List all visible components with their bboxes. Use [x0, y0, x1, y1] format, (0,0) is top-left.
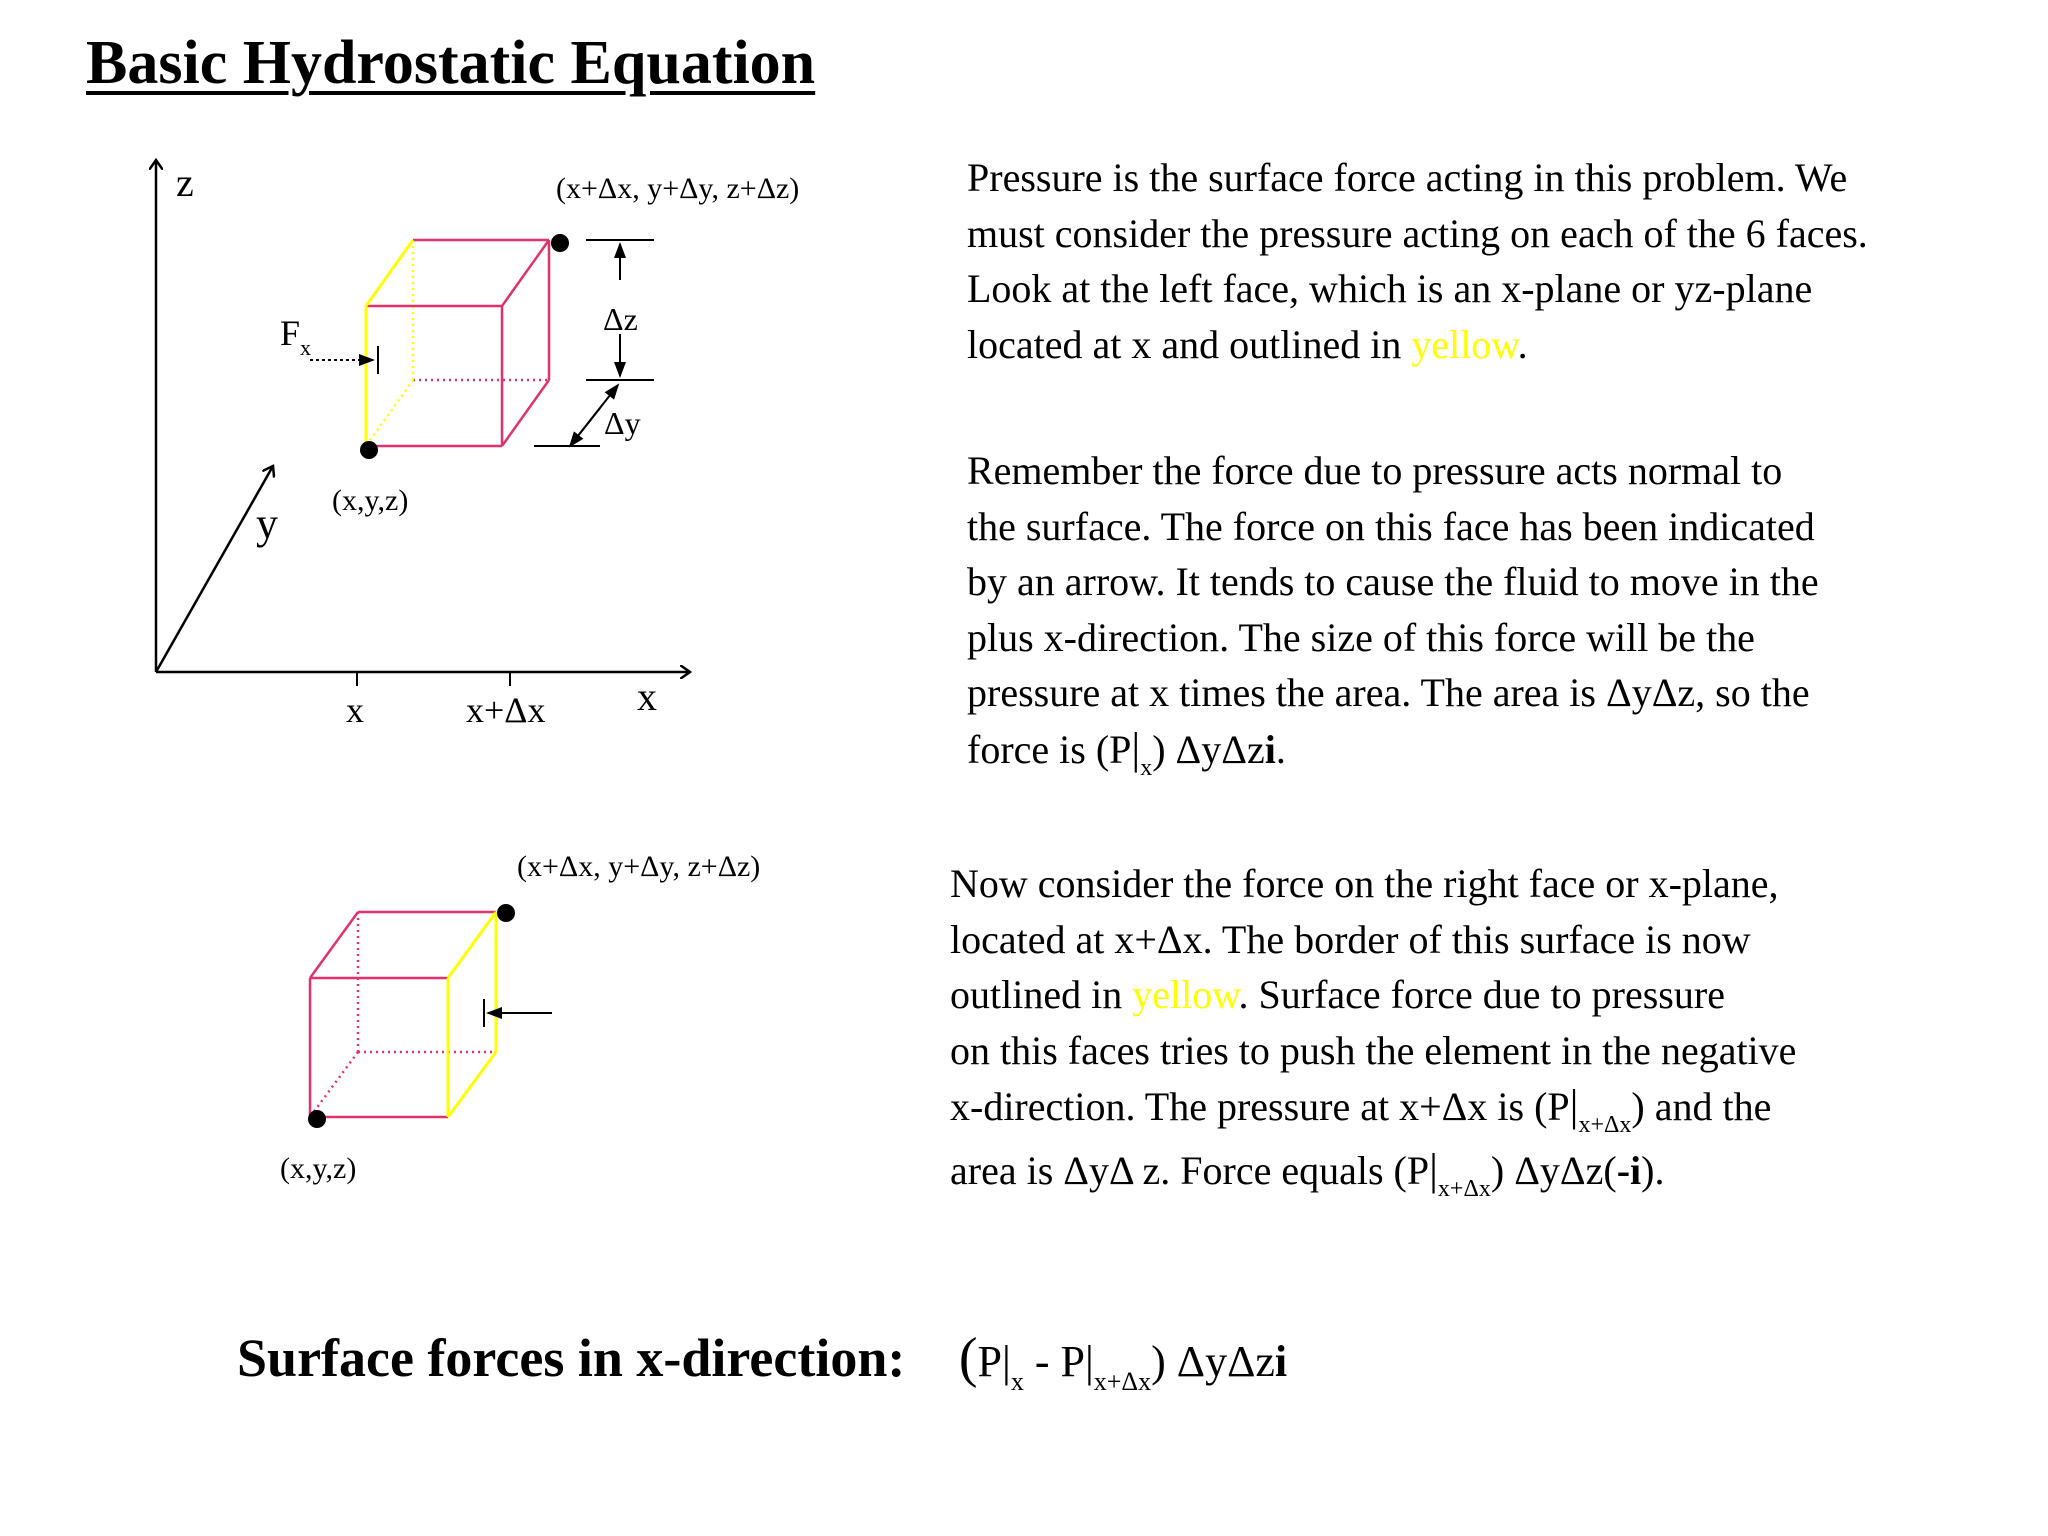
page-title: Basic Hydrostatic Equation: [86, 29, 816, 97]
corner-far-label: (x+Δx, y+Δy, z+Δz): [556, 172, 800, 205]
corner-far-dot: [551, 234, 569, 252]
para1-line1: Pressure is the surface force acting in this problem. We: [967, 155, 1848, 200]
para1-line3: Look at the left face, which is an x-plane or yz-plane: [967, 266, 1813, 311]
para2-line3: by an arrow. It tends to cause the fluid to move in the: [967, 559, 1819, 604]
axis-x-label: x: [637, 674, 657, 719]
corner-far-label-2: (x+Δx, y+Δy, z+Δz): [517, 850, 761, 883]
corner-far-dot-2: [497, 904, 515, 922]
para1-line2: must consider the pressure acting on each of the 6 faces.: [967, 210, 1868, 256]
para2-line4: plus x-direction. The size of this force will be the: [967, 614, 1755, 660]
summary-label: Surface forces in x-direction:: [237, 1328, 906, 1388]
para3-line4: on this faces tries to push the element in the negative: [950, 1027, 1797, 1073]
corner-origin-label: (x,y,z): [332, 484, 409, 517]
para3-line3: outlined in yellow. Surface force due to pressure: [950, 972, 1725, 1017]
axis-z-label: z: [176, 160, 194, 205]
cube-1: [366, 240, 549, 446]
corner-origin-dot: [360, 441, 378, 459]
paragraph-left-face-intro: [967, 150, 1868, 372]
para3-line1: Now consider the force on the right face or x-plane,: [950, 861, 1779, 906]
para1-line4: located at x and outlined in yellow.: [967, 321, 1528, 367]
para3-line5: x-direction. The pressure at x+Δx is $(P|_{x+\Delta x})$ and the: [950, 1081, 1772, 1138]
para3-line2: located at x+Δx. The border of this surface is now: [950, 916, 1751, 962]
force-arrow-right: [484, 999, 552, 1027]
para3-line6: area is ΔyΔ z. Force equals $(P|_{x+\Delta x})$ ΔyΔz(-i).: [950, 1144, 1665, 1202]
corner-origin-label-2: (x,y,z): [280, 1152, 357, 1185]
dz-label: Δz: [603, 301, 638, 337]
axis-y-label: y: [256, 499, 278, 548]
corner-origin-dot-2: [308, 1110, 326, 1128]
para2-line6: force is $(P|_x)$ ΔyΔzi.: [967, 723, 1286, 781]
para2-line1: Remember the force due to pressure acts normal to: [967, 448, 1783, 493]
para2-line2: the surface. The force on this face has been indicated: [967, 503, 1815, 549]
summary-equation: [237, 1326, 1288, 1396]
para2-line5: pressure at x times the area. The area is ΔyΔz, so the: [967, 670, 1810, 715]
tick-xdx-label: x+Δx: [466, 690, 546, 730]
paragraph-left-face-force: [967, 443, 1819, 781]
cube-2: [310, 912, 496, 1117]
y-axis: [156, 466, 273, 672]
force-label: $F_x$: [280, 313, 312, 360]
force-arrow-left: [310, 346, 378, 374]
tick-x-label: x: [346, 690, 364, 730]
dy-label: Δy: [604, 405, 641, 441]
paragraph-right-face: [950, 856, 1797, 1202]
summary-formula: $(P|_x - P|_{x+\Delta x})$ ΔyΔzi: [958, 1327, 1288, 1396]
